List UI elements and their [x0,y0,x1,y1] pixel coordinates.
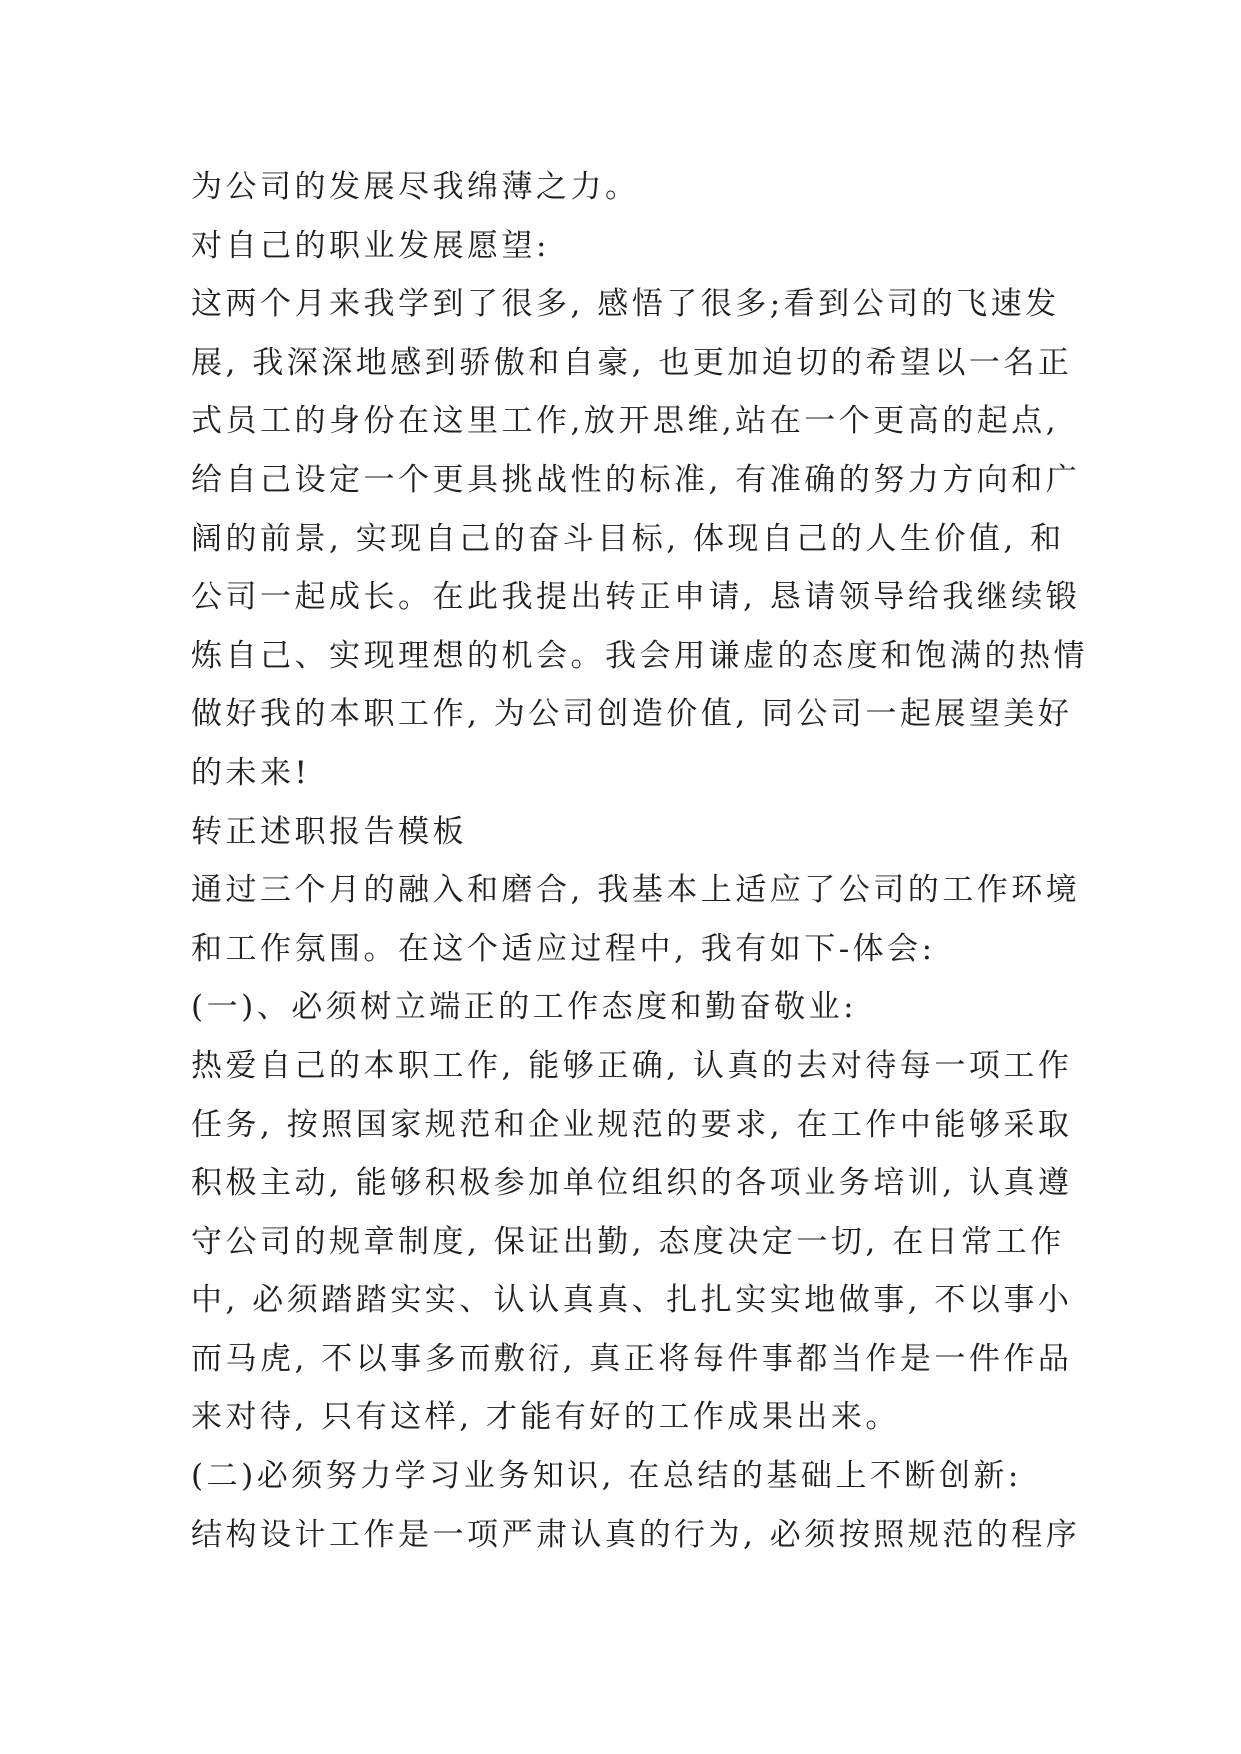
text-line: 公司一起成长。在此我提出转正申请, 恳请领导给我继续锻 [191,579,1081,616]
text-line: 通过三个月的融入和磨合, 我基本上适应了公司的工作环境 [191,872,1081,909]
text-line: 来对待, 只有这样, 才能有好的工作成果出来。 [191,1399,900,1436]
text-line: 任务, 按照国家规范和企业规范的要求, 在工作中能够采取 [191,1106,1073,1143]
text-line: 给自己设定一个更具挑战性的标准, 有准确的努力方向和广 [191,461,1081,498]
text-line: 展, 我深深地感到骄傲和自豪, 也更加迫切的希望以一名正 [191,344,1073,381]
text-line: 阔的前景, 实现自己的奋斗目标, 体现自己的人生价值, 和 [191,520,1065,557]
text-line: 为公司的发展尽我绵薄之力。 [191,169,640,205]
text-line: 炼自己、实现理想的机会。我会用谦虚的态度和饱满的热情 [191,637,1088,674]
text-line: 式员工的身份在这里工作,放开思维,站在一个更高的起点, [191,403,1060,440]
subsection-heading: (二)必须努力学习业务知识, 在总结的基础上不断创新: [191,1458,1022,1495]
text-line: 做好我的本职工作, 为公司创造价值, 同公司一起展望美好 [191,696,1073,733]
section-title: 转正述职报告模板 [191,813,467,850]
text-line: 中, 必须踏踏实实、认认真真、扎扎实实地做事, 不以事小 [191,1282,1073,1319]
section-heading: 对自己的职业发展愿望: [191,227,550,264]
text-line: 而马虎, 不以事多而敷衍, 真正将每件事都当作是一件作品 [191,1340,1073,1377]
text-line: 的未来! [191,754,311,791]
text-line: 这两个月来我学到了很多, 感悟了很多;看到公司的飞速发 [191,286,1060,323]
text-line: 守公司的规章制度, 保证出勤, 态度决定一切, 在日常工作 [191,1223,1065,1260]
subsection-heading: (一)、必须树立端正的工作态度和勤奋敬业: [191,989,858,1026]
text-line: 和工作氛围。在这个适应过程中, 我有如下-体会: [191,930,936,967]
text-line: 结构设计工作是一项严肃认真的行为, 必须按照规范的程序 [191,1516,1081,1553]
document-body [191,158,1088,1564]
text-line: 积极主动, 能够积极参加单位组织的各项业务培训, 认真遵 [191,1165,1073,1202]
text-line: 热爱自己的本职工作, 能够正确, 认真的去对待每一项工作 [191,1047,1073,1084]
